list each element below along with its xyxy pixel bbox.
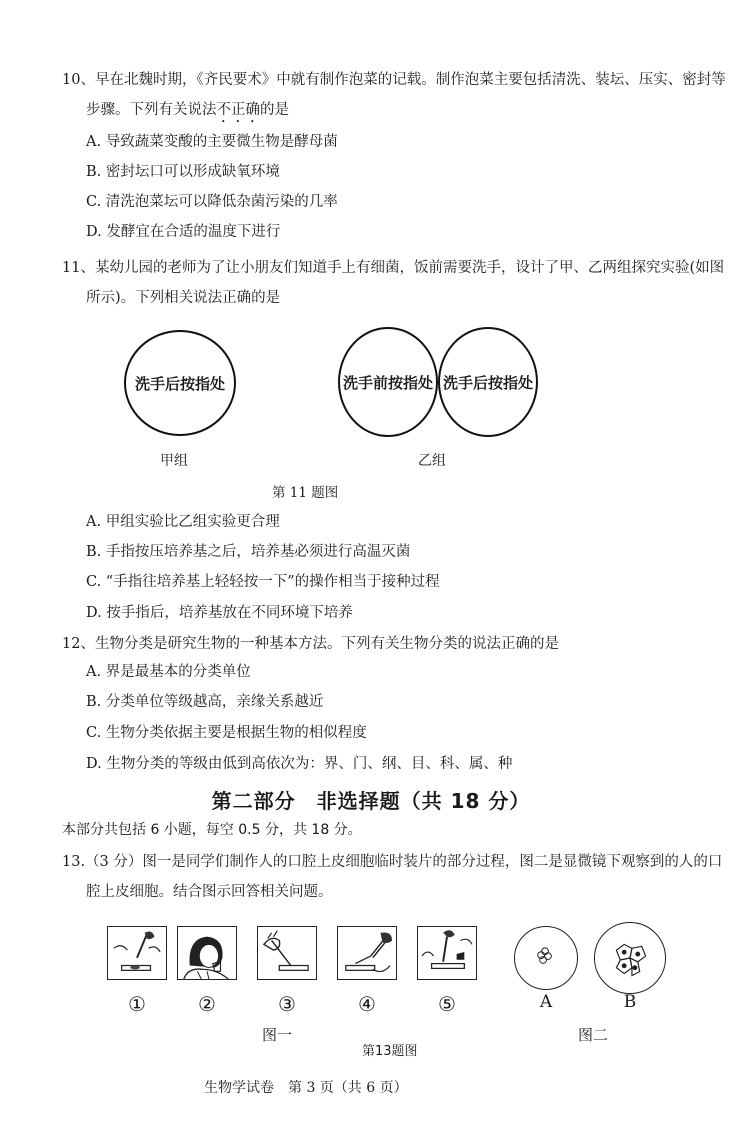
- epithelial-cells-icon: [595, 923, 665, 993]
- q10-stem-pre: 步骤。下列有关说法: [86, 102, 217, 118]
- microscope-view-b: [594, 922, 666, 994]
- q11-stem-line1: 11、某幼儿园的老师为了让小朋友们知道手上有细菌，饭前需要洗手，设计了甲、乙两组探究实验(如图: [62, 260, 725, 276]
- tweezers-coverslip-icon: [337, 926, 397, 980]
- q10-option-c: C. 清洗泡菜坛可以降低杂菌污染的几率: [86, 194, 338, 210]
- part2-intro: 本部分共包括 6 小题，每空 0.5 分，共 18 分。: [62, 822, 362, 838]
- q10-option-b: B. 密封坛口可以形成缺氧环境: [86, 164, 280, 180]
- q11-option-b: B. 手指按压培养基之后，培养基必须进行高温灭菌: [86, 544, 411, 560]
- person-gargling-icon: [177, 926, 237, 980]
- q10-option-a: A. 导致蔬菜变酸的主要微生物是酵母菌: [86, 134, 338, 150]
- microscope-view-a: [514, 926, 578, 990]
- figure-1-label: 图一: [262, 1026, 293, 1044]
- toothpick-scrape-icon: [257, 926, 317, 980]
- q12-option-b: B. 分类单位等级越高，亲缘关系越近: [86, 694, 324, 710]
- group-jia-label: 甲组: [160, 453, 188, 469]
- q10-stem-post: 的是: [260, 102, 289, 118]
- q13-stem-line1: 13.（3 分）图一是同学们制作人的口腔上皮细胞临时装片的部分过程，图二是显微镜下观察到的人的口: [62, 854, 723, 870]
- q12-option-a: A. 界是最基本的分类单位: [86, 664, 251, 680]
- q10-stem-line2: [86, 100, 289, 126]
- petri-dish-jia: [124, 330, 236, 436]
- clustered-cells-icon: [515, 927, 577, 989]
- q11-stem-line2: 所示)。下列相关说法正确的是: [86, 290, 281, 306]
- step-number-3: ③: [278, 992, 296, 1016]
- petri-dish-yi-2-label: 洗手后按指处: [442, 373, 533, 392]
- dropper-slide-icon: [107, 926, 167, 980]
- step-number-2: ②: [198, 992, 216, 1016]
- step-number-4: ④: [358, 992, 376, 1016]
- step-number-1: ①: [128, 992, 146, 1016]
- q11-option-a: A. 甲组实验比乙组实验更合理: [86, 514, 280, 530]
- figure-2-label: 图二: [578, 1026, 609, 1044]
- q13-figure-caption: 第13题图: [362, 1044, 418, 1059]
- q12-option-c: C. 生物分类依据主要是根据生物的相似程度: [86, 725, 367, 741]
- step-number-5: ⑤: [438, 992, 456, 1016]
- petri-dish-yi-1: [338, 327, 438, 437]
- group-yi-label: 乙组: [418, 453, 446, 469]
- iodine-stain-icon: [417, 926, 477, 980]
- q10-option-d: D. 发酵宜在合适的温度下进行: [86, 224, 281, 240]
- q11-option-d: D. 按手指后，培养基放在不同环境下培养: [86, 605, 353, 621]
- q13-stem-line2: 腔上皮细胞。结合图示回答相关问题。: [86, 884, 333, 900]
- page-footer: 生物学试卷 第 3 页（共 6 页）: [204, 1080, 408, 1096]
- petri-dish-yi-1-label: 洗手前按指处: [342, 373, 433, 392]
- q11-option-c: C. “手指往培养基上轻轻按一下”的操作相当于接种过程: [86, 574, 440, 590]
- petri-dish-jia-label: 洗手后按指处: [134, 374, 225, 393]
- q10-emphasis: 不正确: [216, 102, 260, 118]
- part2-heading: 第二部分 非选择题（共 18 分）: [211, 789, 531, 813]
- q12-option-d: D. 生物分类的等级由低到高依次为：界、门、纲、目、科、属、种: [86, 756, 513, 772]
- petri-dish-yi-2: [438, 327, 538, 437]
- cell-label-a: A: [539, 992, 553, 1012]
- q12-stem: 12、生物分类是研究生物的一种基本方法。下列有关生物分类的说法正确的是: [62, 636, 559, 652]
- q10-stem-line1: 10、早在北魏时期，《齐民要术》中就有制作泡菜的记载。制作泡菜主要包括清洗、装坛、压实、密封等: [62, 72, 726, 88]
- q11-figure-caption: 第 11 题图: [272, 485, 339, 501]
- cell-label-b: B: [623, 992, 637, 1012]
